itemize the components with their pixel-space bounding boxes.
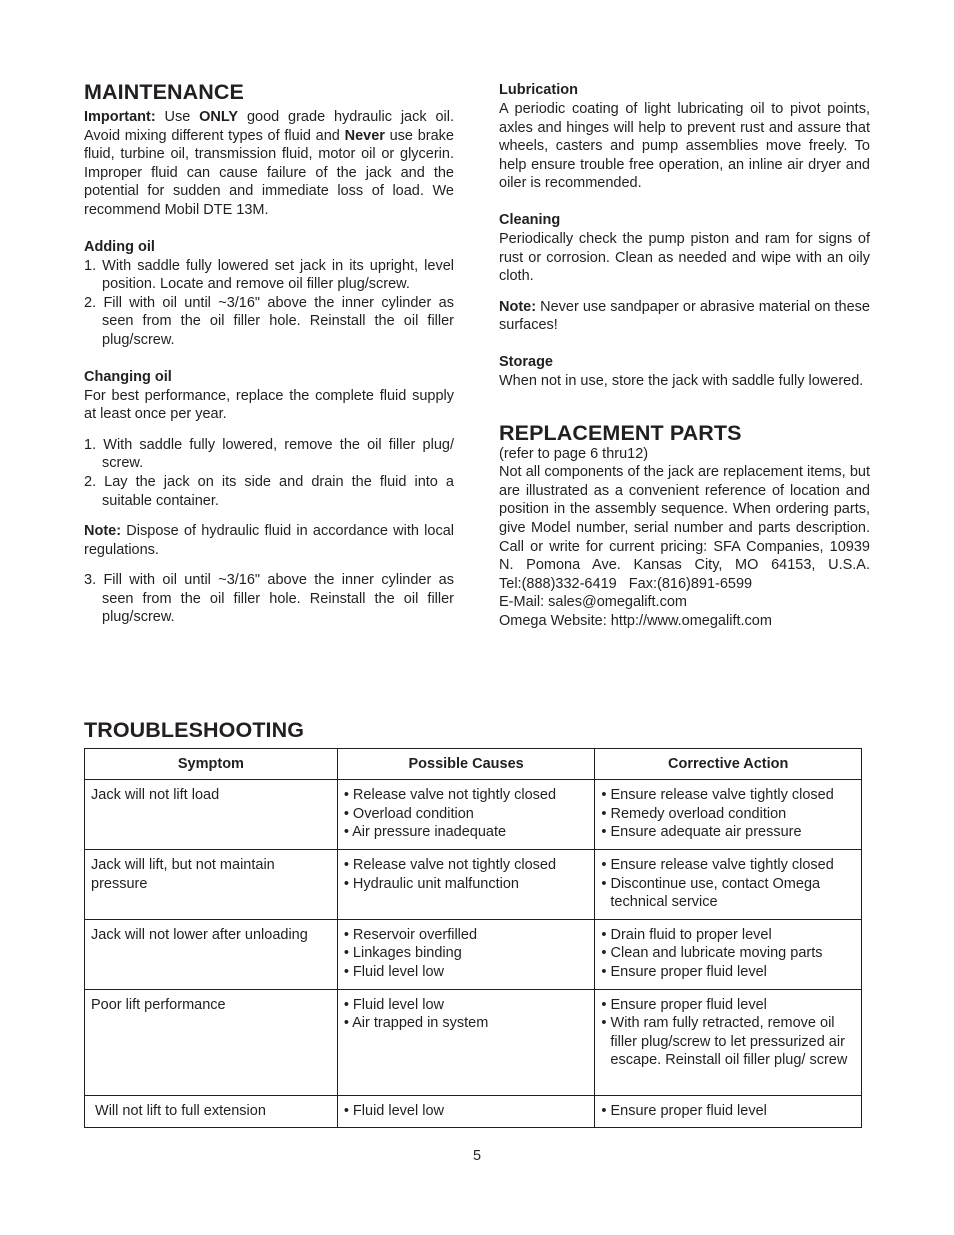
table-row [85, 919, 862, 989]
storage-text: When not in use, store the jack with saddle fully lowered. [499, 372, 864, 389]
table-row [85, 989, 862, 1095]
symptom-cell: Will not lift to full extension [85, 1095, 338, 1128]
right-column [499, 81, 870, 630]
table-row [85, 780, 862, 850]
action-header: Corrective Action [595, 749, 862, 780]
lubrication-text: A periodic coating of light lubricating oil to pivot points, axles and hinges will help to prevent rust and assure that wheels, casters and pump assemblies move freely. To help ensure trouble free operation, an inline air dryer and oiler is recommended. [499, 101, 870, 192]
replacement-parts-ref: (refer to page 6 thru12) [499, 445, 649, 462]
list-item: 2. Lay the jack on its side and drain the fluid into a suitable container. [84, 473, 454, 509]
symptom-cell: Jack will not lift load [85, 780, 338, 850]
lubrication-heading: Lubrication [499, 82, 578, 98]
causes-cell: • Fluid level low • Air trapped in system [337, 989, 595, 1095]
changing-oil-note: Note: Dispose of hydraulic fluid in accordance with local regulations. [84, 523, 454, 558]
table-header-row [85, 749, 862, 780]
changing-oil-steps [84, 436, 454, 510]
replacement-parts-website: Omega Website: http://www.omegalift.com [499, 612, 772, 629]
adding-oil-heading: Adding oil [84, 238, 155, 255]
action-cell: • Ensure proper fluid level • With ram fully retracted, remove oil filler plug/screw to let pressurized air escape. Reinstall oil filler plug/ screw [595, 989, 862, 1095]
replacement-parts-title: REPLACEMENT PARTS [499, 420, 742, 445]
causes-cell: • Release valve not tightly closed • Overload condition • Air pressure inadequate [337, 780, 595, 850]
troubleshooting-title: TROUBLESHOOTING [84, 718, 305, 742]
list-item: 3. Fill with oil until ~3/16" above the inner cylinder as seen from the oil filler hole. Reinstall the oil filler plug/screw. [84, 572, 454, 626]
causes-cell: • Reservoir overfilled • Linkages binding • Fluid level low [337, 919, 595, 989]
changing-oil-intro: For best performance, replace the complete fluid supply at least once per year. [84, 387, 454, 423]
action-cell: • Ensure proper fluid level [595, 1095, 862, 1128]
replacement-parts-text: Not all components of the jack are replacement items, but are illustrated as a convenient reference of location and position in the assembly sequence. When ordering parts, give Model number, serial number and parts description. Call or write for current pricing: SFA Companies, 10939 N. Pomona Ave. Kansas City, MO 64153, U.S.A. Tel:(888)332-6419 Fax:(816)891-6599 [499, 464, 870, 592]
list-item: 2. Fill with oil until ~3/16" above the inner cylinder as seen from the oil filler hole. Reinstall the oil filler plug/screw. [84, 294, 454, 348]
action-cell: • Ensure release valve tightly closed • Remedy overload condition • Ensure adequate air pressure [595, 780, 862, 850]
list-item: 1. With saddle fully lowered, remove the oil filler plug/ screw. [84, 436, 454, 472]
symptom-cell: Poor lift performance [85, 989, 338, 1095]
action-cell: • Ensure release valve tightly closed • Discontinue use, contact Omega technical service [595, 850, 862, 920]
changing-oil-heading: Changing oil [84, 368, 172, 385]
symptom-header: Symptom [85, 749, 338, 780]
troubleshooting-section [84, 718, 862, 1128]
action-cell: • Drain fluid to proper level • Clean and lubricate moving parts • Ensure proper fluid level [595, 919, 862, 989]
cleaning-heading: Cleaning [499, 211, 561, 228]
troubleshooting-table [84, 748, 862, 1128]
causes-cell: • Release valve not tightly closed • Hydraulic unit malfunction [337, 850, 595, 920]
cleaning-note: Note: Never use sandpaper or abrasive material on these surfaces! [499, 298, 870, 334]
adding-oil-steps [84, 257, 454, 350]
maintenance-title: MAINTENANCE [84, 80, 244, 104]
causes-header: Possible Causes [337, 749, 595, 780]
page-number: 5 [472, 1148, 482, 1164]
table-row [85, 850, 862, 920]
cleaning-text: Periodically check the pump piston and ram for signs of rust or corrosion. Clean as needed and wipe with an oily cloth. [499, 230, 870, 285]
table-row [85, 1095, 862, 1128]
list-item: 1. With saddle fully lowered set jack in its upright, level position. Locate and remove oil filler plug/screw. [84, 257, 454, 293]
important-paragraph: Important: Use ONLY good grade hydraulic jack oil. Avoid mixing different types of fluid and Never use brake fluid, turbine oil, transmission fluid, motor oil or glycerin. Improper fluid can cause failure of the jack and the potential for sudden and immediate loss of load. We recommend Mobil DTE 13M. [84, 109, 454, 218]
replacement-parts-email: E-Mail: sales@omegalift.com [499, 594, 687, 611]
symptom-cell: Jack will not lower after unloading [85, 919, 338, 989]
causes-cell: • Fluid level low [337, 1095, 595, 1128]
changing-oil-step3-list [84, 571, 454, 627]
symptom-cell: Jack will lift, but not maintain pressure [85, 850, 338, 920]
storage-heading: Storage [499, 353, 553, 370]
left-column [84, 80, 454, 627]
